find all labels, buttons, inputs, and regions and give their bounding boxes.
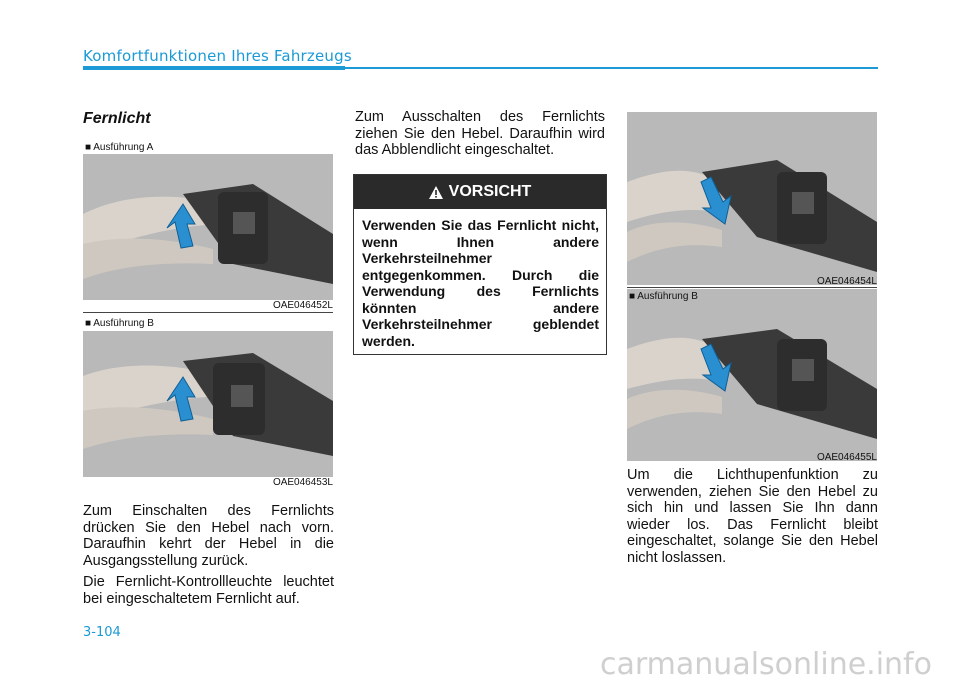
page-heading: Fernlicht — [83, 110, 151, 127]
warning-header — [354, 175, 606, 209]
warning-title: VORSICHT — [448, 183, 532, 200]
warning-triangle-icon — [429, 186, 443, 199]
section-title: Komfortfunktionen Ihres Fahrzeugs — [83, 47, 352, 65]
figure-divider — [83, 312, 333, 313]
figure-caption-b: ■ Ausführung B — [85, 318, 154, 329]
header-rule-thick — [83, 66, 345, 70]
left-text-block — [83, 503, 334, 612]
warning-text: Verwenden Sie das Fernlicht nicht, wenn Ihnen andere Verkehrsteilnehmer entgegenkommen. Durch die Verwendung des Fernlichts könnten andere Verkehrsteilnehmer geblendet werden. — [362, 217, 599, 349]
watermark: carmanualsonline.info — [600, 647, 932, 682]
figure-code-a: OAE046452L — [272, 300, 333, 311]
figure-divider — [627, 287, 877, 288]
figure-image-lever-pull-a — [627, 112, 877, 285]
figure-image-lever-pull-b — [627, 289, 877, 461]
figure-caption-b: ■ Ausführung B — [629, 291, 698, 302]
figure-code-b: OAE046453L — [272, 477, 333, 488]
page-number: 3-104 — [83, 625, 121, 640]
warning-box — [353, 174, 607, 355]
paragraph: Die Fernlicht-Kontrollleuchte leuchtet bei eingeschaltetem Fernlicht auf. — [83, 574, 334, 607]
figure-caption-a: ■ Ausführung A — [85, 142, 154, 153]
figure-image-lever-push-a — [83, 154, 333, 300]
figure-code-a: OAE046454L — [816, 276, 877, 287]
figure-image-lever-push-b — [83, 331, 333, 477]
right-paragraph: Um die Lichthupenfunktion zu verwenden, ziehen Sie den Hebel zu sich hin und lassen Sie Ihn dann wieder los. Das Fernlicht bleibt eingeschaltet, solange Sie den Hebel nicht loslassen. — [627, 467, 878, 566]
figure-code-b: OAE046455L — [816, 452, 877, 463]
header-rule-thin — [345, 67, 878, 69]
middle-paragraph: Zum Ausschalten des Fernlichts ziehen Sie den Hebel. Daraufhin wird das Abblendlicht eingeschaltet. — [355, 109, 605, 158]
paragraph: Zum Einschalten des Fernlichts drücken Sie den Hebel nach vorn. Daraufhin kehrt der Hebel in die Ausgangsstellung zurück. — [83, 503, 334, 569]
